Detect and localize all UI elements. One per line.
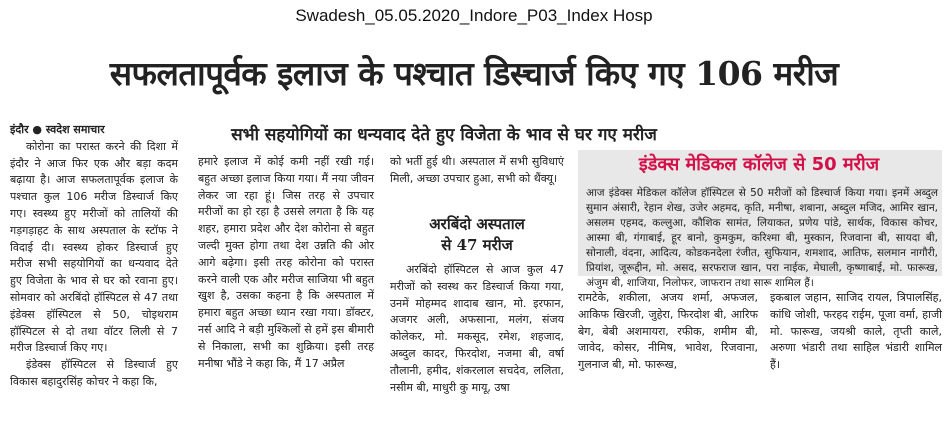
arbindo-subheading <box>390 214 564 256</box>
dateline: इंदौर ● स्वदेश समाचार <box>10 123 105 136</box>
column-1-paragraph-1: कोरोना का परास्त करने की दिशा में इंदौर ने आज फिर एक और बड़ा कदम बढ़ाया है। आज सफलतापूर्वक इलाज के पश्चात कुल 106 मरीज डिस्चार्ज किए गए। स्वस्थ्य हुए मरीजों को तालियों की गड़गड़ाहट के साथ अस्पताल के स्टॉफ ने विदाई दी। स्वस्थ्य होकर डिस्चार्ज हुए मरीज सभी सहयोगियों का धन्यवाद देते हुए विजेता के भाव से घर को रवाना हुए। सोमवार को अरबिंदो हॉस्पिटल से 47 तथा इंडेक्स हॉस्पिटल से 50, चोइथराम हॉस्पिटल से दो तथा वॉटर लिली से 7 मरीज डिस्चार्ज किए गए। <box>10 139 178 355</box>
column-3-bottom-text: अरबिंदो हॉस्पिटल से आज कुल 47 मरीजों को स्वस्थ कर डिस्चार्ज किया गया, उनमें मोहम्मद शादाब खान, मो. इरफान, अजगर अली, अफसाना, मलंग, संजय कोलेकर, मो. मकसूद, रमेश, शहजाद, अब्दुल कादर, फिरदोश, नजमा बी, वर्षा तौलानी, हमीद, शंकरलाल सचदेव, ललिता, नसीम बी, माधुरी कु मायू, उषा <box>390 263 564 394</box>
column-2-text: हमारे इलाज में कोई कमी नहीं रखी गई। बहुत अच्छा इलाज किया गया। मैं नया जीवन लेकर जा रहा हूं। जिस तरह से उपचार मरीजों का हो रहा है उससे लगता है कि यह शहर, हमारा प्रदेश और देश कोरोना से बहुत जल्दी मुक्त होगा तथा देश उन्नति की ओर आगे बढ़ेगा। इसी तरह कोरोना को परास्त करने वाली एक और मरीज साजिया भी बहुत खुश है, उसका कहना है कि अस्पताल में हमारा बहुत अच्छा ध्यान रखा गया। डॉक्टर, नर्स आदि ने बड़ी मुश्किलों से हमें इस बीमारी से निकाला, सभी का शुक्रिया। इसी तरह मनीषा भौंडे ने कहा कि, मैं 17 अप्रैल <box>198 155 374 370</box>
column-3-bottom <box>390 262 564 396</box>
column-4-text: रामटेके, शकीला, अजय शर्मा, अफजल, आकिफ खिरजी, जुहेरा, फिरदोश बी, आरिफ बेग, बेबी अशमायरा, रफीक, शमीम बी, जावेद, कोसर, नीमिष, भावेश, रिजवाना, गुलनाज बी, मो. फारूख, <box>578 291 758 372</box>
column-5-text: इकबाल जहान, साजिद रायल, त्रिपालसिंह, कांधि जोशी, फरहद राईम, पूजा वर्मा, हाजी मो. फारूख, जयश्री काले, तृप्ती काले, अरुणा भंडारी तथा साहिल भंडारी शामिल हैं। <box>770 291 942 372</box>
arbindo-subheading-line-2: से 47 मरीज <box>441 236 513 254</box>
main-headline: सफलतापूर्वक इलाज के पश्चात डिस्चार्ज किए गए 106 मरीज <box>109 54 839 93</box>
index-college-box-title: इंडेक्स मेडिकल कॉलेज से 50 मरीज <box>638 154 880 175</box>
file-caption: Swadesh_05.05.2020_Indore_P03_Index Hosp <box>295 6 653 25</box>
column-1 <box>10 122 178 391</box>
index-college-box-text: आज इंडेक्स मेडिकल कॉलेज हॉस्पिटल से 50 मरीजों को डिस्चार्ज किया गया। इनमें अब्दुल सुमान अंसारी, रेहान शेख, उजेर अहमद, कृति, मनीषा, शबाना, अब्दुल मजिद, आमिर खान, असलम एहमद, कल्लुआ, कौशिक सामंत, लियाकत, प्रणेय पांडे, सार्थक, विकास कोचर, आस्मा बी, गंगाबाई, हूर बानो, कुमकुम, करिश्मा बी, मुस्कान, रिजवाना बी, सायदा बी, सोनाली, वंदना, आदित्य, कोडकनदेला रंजीत, सुफियान, शमशाद, आतिफ, सलमान नागौरी, प्रियांश, जूरूद्दीन, मो. असद, सरफराज खान, परा नाईक, मेघाली, कृष्णाबाई, मो. फारूख, अंजुम बी, शाजिया, निलोफर, जाफरान तथा सारू शामिल हैं। <box>586 187 938 289</box>
column-4 <box>578 290 758 374</box>
sub-headline: सभी सहयोगियों का धन्यवाद देते हुए विजेता के भाव से घर गए मरीज <box>231 125 657 145</box>
column-2 <box>198 154 374 372</box>
arbindo-subheading-line-1: अरबिंदो अस्पताल <box>429 215 525 233</box>
column-1-paragraph-2: इंडेक्स हॉस्पिटल से डिस्चार्ज हुए विकास बहादुरसिंह कोचर ने कहा कि, <box>10 358 178 388</box>
column-3-top <box>390 154 564 188</box>
column-5 <box>770 290 942 374</box>
column-3-top-text: को भर्ती हुई थी। अस्पताल में सभी सुविधाएं मिली, अच्छा उपचार हुआ, सभी को थैंक्यू। <box>390 155 564 185</box>
